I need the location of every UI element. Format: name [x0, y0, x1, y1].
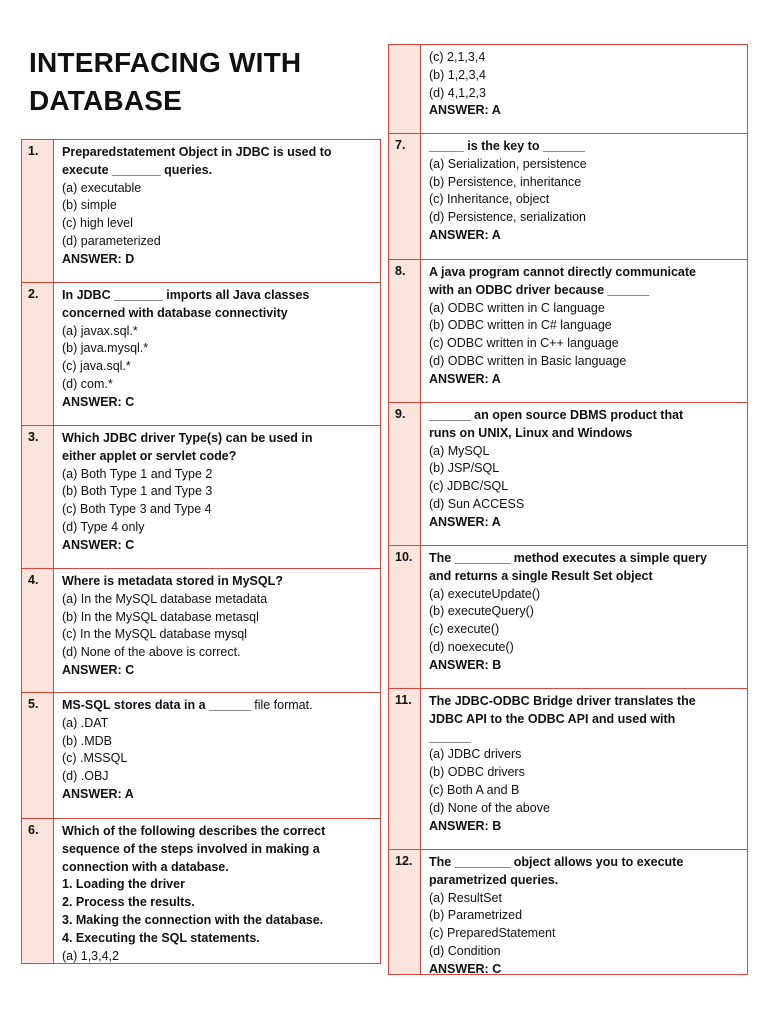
- title-line-1: INTERFACING WITH: [29, 47, 302, 78]
- answer-option: (b) Persistence, inheritance: [429, 174, 582, 189]
- sequence-step: 2. Process the results.: [62, 895, 195, 910]
- answer-option: (c) ODBC written in C++ language: [429, 336, 619, 351]
- question-body: [62, 697, 374, 804]
- question-number-cell: [389, 45, 421, 133]
- answer-option: (a) .DAT: [62, 715, 109, 730]
- sequence-step: 1. Loading the driver: [62, 877, 185, 892]
- answer-option: (b) Parametrized: [429, 908, 523, 923]
- question-block-8: [388, 259, 748, 403]
- question-body: [62, 823, 374, 965]
- answer-option: (c) .MSSQL: [62, 751, 128, 766]
- answer-key: ANSWER: C: [62, 662, 135, 677]
- question-body: [62, 144, 374, 269]
- answer-option: (d) noexecute(): [429, 639, 514, 654]
- question-block-9: [388, 402, 748, 546]
- question-number-cell: [389, 689, 421, 849]
- question-stem-line: In JDBC _______ imports all Java classes: [62, 288, 310, 302]
- answer-option: (b) ODBC written in C# language: [429, 318, 612, 333]
- question-number-cell: [389, 134, 421, 259]
- answer-option: (d) 4,1,2,3: [429, 85, 486, 100]
- answer-option: (d) None of the above: [429, 800, 550, 815]
- question-stem-line: Where is metadata stored in MySQL?: [62, 574, 283, 588]
- question-number: 6.: [28, 823, 39, 837]
- right-question-column: [388, 44, 748, 975]
- answer-option: (a) MySQL: [429, 443, 490, 458]
- answer-key: ANSWER: A: [429, 103, 501, 118]
- answer-option: (d) Persistence, serialization: [429, 210, 587, 225]
- answer-option: (a) JDBC drivers: [429, 747, 522, 762]
- answer-option: (d) Sun ACCESS: [429, 496, 525, 511]
- question-number-cell: [22, 283, 54, 425]
- question-stem-line: ______: [429, 729, 471, 744]
- answer-option: (c) Both A and B: [429, 782, 520, 797]
- answer-option: (a) javax.sql.*: [62, 323, 138, 338]
- question-stem-line: The ________ object allows you to execute: [429, 855, 684, 869]
- answer-option: (d) parameterized: [62, 233, 161, 248]
- answer-key: ANSWER: C: [62, 537, 135, 552]
- sequence-step: 3. Making the connection with the database.: [62, 912, 324, 927]
- question-number: 11.: [395, 693, 412, 707]
- question-block-6-continued: [388, 44, 748, 134]
- question-block-10: [388, 545, 748, 689]
- answer-option: (c) Both Type 3 and Type 4: [62, 502, 212, 517]
- question-body: [429, 138, 741, 245]
- answer-option: (c) high level: [62, 216, 133, 231]
- question-block-12: [388, 849, 748, 975]
- answer-option: (c) 2,1,3,4: [429, 50, 486, 64]
- answer-option: (d) ODBC written in Basic language: [429, 353, 627, 368]
- left-question-column: [21, 139, 381, 964]
- question-number-cell: [22, 819, 54, 963]
- answer-option: (a) Serialization, persistence: [429, 156, 587, 171]
- answer-option: (b) .MDB: [62, 733, 112, 748]
- answer-option: (d) .OBJ: [62, 769, 109, 784]
- question-number: 7.: [395, 138, 406, 152]
- answer-option: (c) Inheritance, object: [429, 192, 550, 207]
- question-stem-line: sequence of the steps involved in making a: [62, 841, 320, 856]
- question-stem-line: A java program cannot directly communicate: [429, 265, 696, 279]
- answer-option: (a) executeUpdate(): [429, 586, 541, 601]
- question-body: [62, 287, 374, 412]
- question-stem-line: _____ is the key to ______: [429, 139, 585, 153]
- page-title: [29, 44, 359, 120]
- question-stem-line: and returns a single Result Set object: [429, 568, 653, 583]
- question-number: 3.: [28, 430, 39, 444]
- answer-key: ANSWER: D: [62, 251, 135, 266]
- question-stem-line: Which of the following describes the correct: [62, 824, 326, 838]
- question-stem-line: either applet or servlet code?: [62, 448, 237, 463]
- question-stem-line: with an ODBC driver because ______: [429, 282, 650, 297]
- question-number: 1.: [28, 144, 39, 158]
- question-stem-line: runs on UNIX, Linux and Windows: [429, 425, 633, 440]
- answer-option: (a) ResultSet: [429, 890, 502, 905]
- answer-option: (b) java.mysql.*: [62, 341, 149, 356]
- question-body: [429, 407, 741, 532]
- question-body: [429, 550, 741, 675]
- question-number: 9.: [395, 407, 406, 421]
- sequence-step: 4. Executing the SQL statements.: [62, 930, 260, 945]
- answer-key: ANSWER: C: [62, 394, 135, 409]
- answer-option: (d) Condition: [429, 943, 501, 958]
- answer-option: (b) JSP/SQL: [429, 461, 500, 476]
- question-stem-line: [62, 697, 374, 715]
- question-block-3: [21, 425, 381, 569]
- answer-option: (c) java.sql.*: [62, 359, 131, 374]
- answer-option: (d) Type 4 only: [62, 519, 145, 534]
- answer-option: (d) None of the above is correct.: [62, 645, 241, 660]
- question-block-2: [21, 282, 381, 426]
- question-stem-line: connection with a database.: [62, 859, 229, 874]
- question-stem-line: JDBC API to the ODBC API and used with: [429, 711, 676, 726]
- question-number-cell: [389, 403, 421, 545]
- answer-key: ANSWER: A: [429, 371, 501, 386]
- answer-option: (a) 1,3,4,2: [62, 948, 119, 963]
- question-stem-line: Preparedstatement Object in JDBC is used to: [62, 145, 332, 159]
- answer-option: (c) PreparedStatement: [429, 926, 556, 941]
- question-number-cell: [22, 140, 54, 282]
- answer-option: (b) ODBC drivers: [429, 765, 525, 780]
- question-number-cell: [22, 426, 54, 568]
- answer-key: ANSWER: A: [429, 227, 501, 242]
- question-stem-line: Which JDBC driver Type(s) can be used in: [62, 431, 313, 445]
- question-block-11: [388, 688, 748, 850]
- answer-option: (b) In the MySQL database metasql: [62, 609, 259, 624]
- question-number-cell: [389, 850, 421, 974]
- question-body: [429, 854, 741, 979]
- question-stem-line: concerned with database connectivity: [62, 305, 288, 320]
- question-number: 8.: [395, 264, 406, 278]
- answer-key: ANSWER: A: [62, 786, 134, 801]
- question-block-4: [21, 568, 381, 693]
- question-number-cell: [389, 260, 421, 402]
- answer-option: (d) com.*: [62, 376, 113, 391]
- answer-option: (c) JDBC/SQL: [429, 479, 509, 494]
- question-body: [429, 49, 741, 120]
- answer-option: (c) execute(): [429, 622, 500, 637]
- question-stem-line: The JDBC-ODBC Bridge driver translates the: [429, 694, 696, 708]
- answer-option: (b) Both Type 1 and Type 3: [62, 484, 213, 499]
- question-number-cell: [389, 546, 421, 688]
- question-body: [429, 264, 741, 389]
- question-number-cell: [22, 693, 54, 818]
- answer-key: ANSWER: C: [429, 961, 502, 976]
- question-body: [429, 693, 741, 835]
- answer-option: (b) simple: [62, 198, 117, 213]
- question-stem-line: The ________ method executes a simple query: [429, 551, 707, 565]
- answer-key: ANSWER: A: [429, 514, 501, 529]
- answer-option: (a) In the MySQL database metadata: [62, 591, 268, 606]
- title-line-2: DATABASE: [29, 85, 183, 116]
- answer-option: (c) In the MySQL database mysql: [62, 627, 248, 642]
- question-stem-line: ______ an open source DBMS product that: [429, 408, 684, 422]
- question-stem-bold: MS-SQL stores data in a ______: [62, 698, 251, 712]
- answer-option: (b) 1,2,3,4: [429, 67, 486, 82]
- question-block-5: [21, 692, 381, 819]
- question-body: [62, 573, 374, 680]
- question-number: 5.: [28, 697, 39, 711]
- question-block-7: [388, 133, 748, 260]
- question-body: [62, 430, 374, 555]
- answer-option: (a) ODBC written in C language: [429, 300, 605, 315]
- question-block-1: [21, 139, 381, 283]
- question-stem-line: parametrized queries.: [429, 872, 559, 887]
- question-number-cell: [22, 569, 54, 692]
- answer-option: (a) Both Type 1 and Type 2: [62, 466, 213, 481]
- question-stem-line: execute _______ queries.: [62, 162, 213, 177]
- question-stem-regular: file format.: [250, 698, 313, 712]
- answer-option: (a) executable: [62, 180, 142, 195]
- answer-key: ANSWER: B: [429, 818, 502, 833]
- question-number: 12.: [395, 854, 413, 868]
- question-number: 4.: [28, 573, 39, 587]
- answer-option: (b) executeQuery(): [429, 604, 534, 619]
- question-number: 10.: [395, 550, 413, 564]
- answer-key: ANSWER: B: [429, 657, 502, 672]
- question-block-6: [21, 818, 381, 964]
- question-number: 2.: [28, 287, 39, 301]
